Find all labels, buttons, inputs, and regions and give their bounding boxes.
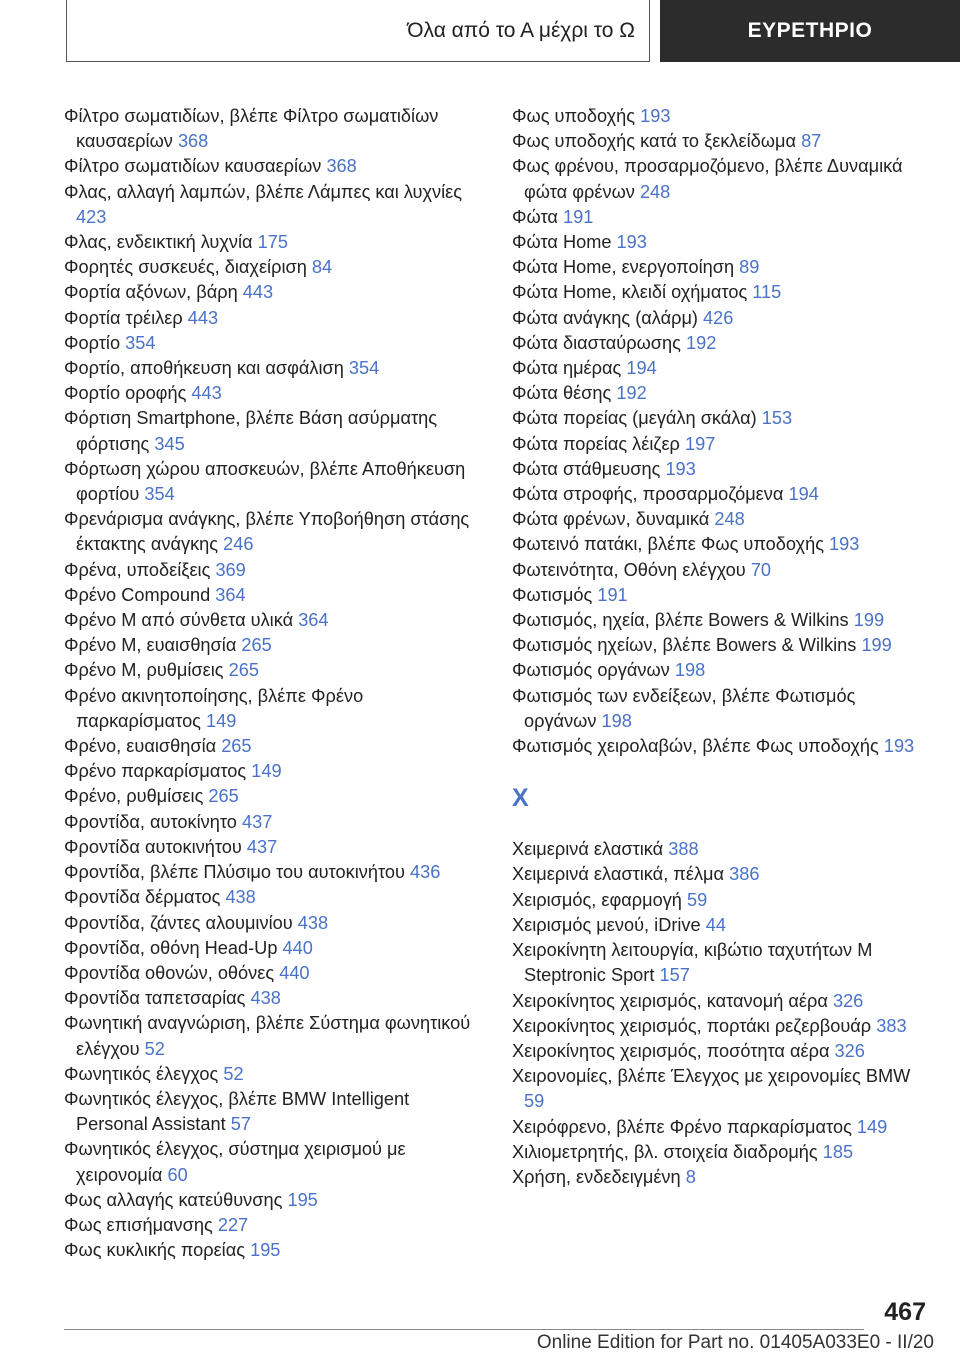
index-term: Φρένο, ρυθμίσεις: [64, 786, 204, 807]
index-term: Χειροκίνητος χειρισμός, ποσότητα αέρα: [512, 1040, 830, 1061]
page-reference-link[interactable]: 198: [674, 660, 706, 681]
page-reference-link[interactable]: 185: [822, 1141, 854, 1162]
index-term: Χειρονομίες, βλέπε Έλεγχος με χειρονομίες BMW: [512, 1066, 911, 1087]
index-entry: [512, 532, 932, 557]
index-entry: [64, 558, 484, 583]
index-entry: [64, 1062, 484, 1087]
index-entry: [64, 331, 484, 356]
page-reference-link[interactable]: 326: [832, 990, 864, 1011]
page-reference-link[interactable]: 383: [876, 1015, 907, 1036]
page-reference-link[interactable]: 149: [206, 710, 237, 731]
index-entry: [512, 1014, 932, 1039]
page-reference-link[interactable]: 193: [640, 106, 671, 126]
page-reference-link[interactable]: 193: [665, 458, 696, 479]
index-entry: [64, 784, 484, 809]
page-reference-link[interactable]: 438: [225, 887, 256, 908]
index-entry: [64, 835, 484, 860]
index-term: Φώτα ανάγκης (αλάρμ): [512, 307, 698, 328]
index-term: Φώτα στροφής, προσαρμοζόμενα: [512, 484, 784, 505]
page-reference-link[interactable]: 248: [714, 509, 745, 530]
page-reference-link[interactable]: 364: [215, 584, 246, 605]
index-entry: [512, 381, 932, 406]
index-entry: [64, 1137, 484, 1187]
page-reference-link[interactable]: 265: [228, 660, 259, 681]
page-reference-link[interactable]: 354: [348, 358, 380, 379]
page-reference-link[interactable]: 438: [297, 912, 329, 933]
index-entry: [64, 356, 484, 381]
index-term: Φωτεινότητα, Οθόνη ελέγχου: [512, 559, 746, 580]
page-reference-link[interactable]: 191: [597, 584, 628, 605]
page-reference-link[interactable]: 438: [250, 988, 281, 1009]
page-reference-link[interactable]: 195: [250, 1240, 281, 1261]
page-number: 467: [884, 1298, 926, 1326]
index-entry: [512, 684, 932, 734]
index-term: Χιλιομετρητής, βλ. στοιχεία διαδρομής: [512, 1141, 818, 1162]
page-reference-link[interactable]: 193: [829, 534, 860, 555]
index-term: Φωτισμός, ηχεία, βλέπε Bowers & Wilkins: [512, 610, 849, 631]
index-term: Χειρόφρενο, βλέπε Φρένο παρκαρίσματος: [512, 1116, 852, 1137]
index-entry: [64, 381, 484, 406]
index-term: Φροντίδα, ζάντες αλουμινίου: [64, 912, 293, 933]
page-reference-link[interactable]: 265: [221, 736, 252, 757]
index-term: Φώτα Home, ενεργοποίηση: [512, 257, 735, 278]
index-entry: [64, 911, 484, 936]
index-entry: [64, 734, 484, 759]
page-reference-link[interactable]: 193: [883, 736, 915, 757]
index-term: Φλας, ενδεικτική λυχνία: [64, 232, 253, 253]
index-term: Χειρισμός, εφαρμογή: [512, 889, 682, 910]
index-term: Φωτισμός ηχείων, βλέπε Bowers & Wilkins: [512, 635, 857, 656]
page-reference-link[interactable]: 192: [616, 383, 647, 404]
page-reference-link[interactable]: 191: [562, 206, 594, 227]
page-reference-link[interactable]: 443: [187, 307, 219, 328]
index-entry: [64, 1213, 484, 1238]
page-reference-link[interactable]: 443: [191, 383, 222, 404]
page-reference-link[interactable]: 57: [230, 1114, 251, 1135]
index-term: Χρήση, ενδεδειγμένη: [512, 1166, 681, 1187]
index-entry: [512, 989, 932, 1014]
page-reference-link[interactable]: 265: [208, 786, 239, 807]
page-reference-link[interactable]: 199: [853, 610, 885, 631]
page-reference-link[interactable]: 199: [861, 635, 892, 656]
index-entry: [512, 255, 932, 280]
index-entry: [64, 180, 484, 230]
index-term: Φωτισμός οργάνων: [512, 660, 670, 681]
index-entry: [512, 608, 932, 633]
page-reference-link[interactable]: 354: [125, 332, 156, 353]
index-term: Φροντίδα αυτοκινήτου: [64, 836, 242, 857]
index-entry: [64, 306, 484, 331]
index-term: Φώτα Home: [512, 232, 612, 253]
index-entry: [512, 583, 932, 608]
page-reference-link[interactable]: 386: [729, 864, 760, 885]
index-entry: [64, 936, 484, 961]
index-term: Φωτισμός χειρολαβών, βλέπε Φως υποδοχής: [512, 736, 879, 757]
index-term: Φορτία αξόνων, βάρη: [64, 282, 238, 303]
index-term: Φωτεινό πατάκι, βλέπε Φως υποδοχής: [512, 534, 824, 555]
page-reference-link[interactable]: 157: [659, 965, 690, 986]
index-term: Φορητές συσκευές, διαχείριση: [64, 257, 307, 278]
section-letter: Χ: [512, 784, 529, 813]
index-term: Φωνητική αναγνώριση, βλέπε Σύστημα φωνητικού ελέγχου: [64, 1013, 471, 1059]
index-entry: [512, 154, 932, 204]
index-term: Φρένο M, ευαισθησία: [64, 635, 237, 656]
index-term: Φως κυκλικής πορείας: [64, 1240, 246, 1261]
index-term: Φώτα πορείας λέιζερ: [512, 433, 680, 454]
page-reference-link[interactable]: 195: [287, 1189, 318, 1210]
page-reference-link[interactable]: 423: [76, 206, 107, 227]
page-reference-link[interactable]: 115: [752, 282, 782, 303]
index-entry: [512, 1039, 932, 1064]
page-reference-link[interactable]: 246: [223, 534, 254, 555]
index-term: Φως επισήμανσης: [64, 1214, 213, 1235]
page-reference-link[interactable]: 345: [154, 433, 185, 454]
index-term: Φως υποδοχής κατά το ξεκλείδωμα: [512, 131, 796, 152]
index-entry: [64, 230, 484, 255]
index-entry: [512, 129, 932, 154]
index-entry: [64, 457, 484, 507]
page-reference-link[interactable]: 437: [246, 836, 278, 857]
index-term: Φώτα πορείας (μεγάλη σκάλα): [512, 408, 757, 429]
index-entry: [64, 280, 484, 305]
page-reference-link[interactable]: 194: [788, 484, 819, 505]
index-entry: [512, 331, 932, 356]
page-reference-link[interactable]: 52: [223, 1063, 244, 1084]
index-entry: [512, 558, 932, 583]
index-entry: [64, 104, 484, 154]
index-term: Χειροκίνητη λειτουργία, κιβώτιο ταχυτήτων M Steptronic Sport: [512, 940, 873, 986]
index-entry: [512, 230, 932, 255]
index-entry: [64, 608, 484, 633]
index-term: Φώτα φρένων, δυναμικά: [512, 509, 710, 530]
index-term: Φροντίδα, βλέπε Πλύσιμο του αυτοκινήτου: [64, 862, 405, 883]
index-term: Φως φρένου, προσαρμοζόμενο, βλέπε Δυναμικά φώτα φρένων: [512, 156, 903, 202]
index-term: Φώτα διασταύρωσης: [512, 332, 681, 353]
index-entry: [512, 1140, 932, 1165]
page-reference-link[interactable]: 84: [311, 257, 333, 278]
index-entry: [512, 104, 932, 129]
index-term: Φόρτωση χώρου αποσκευών, βλέπε Αποθήκευση φορτίου: [64, 458, 466, 505]
page-reference-link[interactable]: 60: [167, 1164, 188, 1185]
index-entry: [64, 1087, 484, 1137]
index-entry: [512, 432, 932, 457]
index-entry: [64, 986, 484, 1011]
index-entry: [64, 810, 484, 835]
index-tab[interactable]: ΕΥΡΕΤΗΡΙΟ: [660, 0, 960, 62]
index-entry: [512, 1165, 932, 1190]
page-reference-link[interactable]: 194: [626, 358, 657, 379]
index-term: Χειμερινά ελαστικά, πέλμα: [512, 864, 725, 885]
index-term: Φρένο ακινητοποίησης, βλέπε Φρένο παρκαρίσματος: [64, 685, 364, 731]
index-term: Φροντίδα, αυτοκίνητο: [64, 811, 237, 832]
index-term: Φίλτρο σωματιδίων καυσαερίων: [64, 156, 322, 177]
page-reference-link[interactable]: 368: [177, 131, 209, 152]
page-reference-link[interactable]: 436: [410, 862, 441, 883]
index-term: Φωτισμός των ενδείξεων, βλέπε Φωτισμός οργάνων: [512, 685, 856, 731]
index-term: Φωνητικός έλεγχος: [64, 1063, 219, 1084]
index-entry: [512, 658, 932, 683]
page-reference-link[interactable]: 59: [686, 889, 708, 910]
index-entry: [512, 280, 932, 305]
index-entry: [512, 734, 932, 759]
index-entry: [512, 938, 932, 988]
index-entry: [512, 888, 932, 913]
index-entry: [64, 406, 484, 456]
index-entry: [64, 885, 484, 910]
index-entry: [512, 862, 932, 887]
index-entry: [64, 507, 484, 557]
index-term: Φροντίδα οθονών, οθόνες: [64, 962, 275, 983]
index-entry: [512, 633, 932, 658]
page-reference-link[interactable]: 354: [144, 484, 175, 505]
index-entry: [64, 1188, 484, 1213]
page-reference-link[interactable]: 192: [685, 332, 717, 353]
index-term: Φώτα Home, κλειδί οχήματος: [512, 282, 748, 303]
page-reference-link[interactable]: 8: [685, 1166, 696, 1187]
index-entry: [64, 860, 484, 885]
index-term: Φίλτρο σωματιδίων, βλέπε Φίλτρο σωματιδίων καυσαερίων: [64, 106, 439, 152]
page-reference-link[interactable]: 197: [684, 433, 716, 454]
page-reference-link[interactable]: 198: [601, 710, 632, 731]
index-term: Φόρτιση Smartphone, βλέπε Βάση ασύρματης φόρτισης: [64, 408, 438, 454]
page-reference-link[interactable]: 149: [251, 761, 282, 782]
index-term: Φροντίδα δέρματος: [64, 887, 221, 908]
index-term: Φορτίο οροφής: [64, 383, 187, 404]
page-reference-link[interactable]: 153: [761, 408, 793, 429]
index-entry: [64, 658, 484, 683]
page-reference-link[interactable]: 426: [703, 307, 734, 328]
index-term: Φρένο M από σύνθετα υλικά: [64, 610, 294, 631]
index-entry: [512, 482, 932, 507]
index-term: Φωτισμός: [512, 584, 593, 605]
index-entry: [64, 1011, 484, 1061]
index-column-right: [512, 104, 932, 1190]
footer-divider: [64, 1329, 864, 1330]
page-reference-link[interactable]: 265: [241, 635, 272, 656]
page-reference-link[interactable]: 87: [801, 131, 822, 152]
page-reference-link[interactable]: 440: [279, 962, 310, 983]
index-term: Φώτα: [512, 206, 558, 227]
index-entry: [64, 961, 484, 986]
index-term: Φωνητικός έλεγχος, βλέπε BMW Intelligent Personal Assistant: [64, 1088, 410, 1135]
index-entry: [512, 356, 932, 381]
page-reference-link[interactable]: 59: [524, 1091, 545, 1112]
index-term: Χειρισμός μενού, iDrive: [512, 914, 701, 935]
section-tab[interactable]: Όλα από το Α μέχρι το Ω: [66, 0, 650, 62]
index-term: Φρένο Compound: [64, 584, 211, 605]
index-entry: [512, 1115, 932, 1140]
index-column-left: [64, 104, 484, 1263]
page-reference-link[interactable]: 248: [639, 181, 671, 202]
index-term: Φρένο, ευαισθησία: [64, 736, 217, 757]
page-reference-link[interactable]: 52: [144, 1038, 165, 1059]
index-term: Φροντίδα ταπετσαρίας: [64, 988, 246, 1009]
page-reference-link[interactable]: 326: [834, 1040, 865, 1061]
index-term: Φώτα ημέρας: [512, 358, 622, 379]
index-entry: [512, 1064, 932, 1114]
index-term: Φως αλλαγής κατεύθυνσης: [64, 1189, 283, 1210]
index-term: Φρενάρισμα ανάγκης, βλέπε Υποβοήθηση στάσης έκτακτης ανάγκης: [64, 509, 470, 555]
index-group-chi: [512, 837, 932, 1190]
index-entry: [512, 837, 932, 862]
page-reference-link[interactable]: 175: [257, 232, 288, 253]
page-reference-link[interactable]: 437: [242, 811, 273, 832]
page-reference-link[interactable]: 368: [326, 156, 357, 177]
index-entry: [64, 1238, 484, 1263]
index-entry: [512, 913, 932, 938]
page-reference-link[interactable]: 388: [668, 839, 699, 860]
index-term: Φορτίο: [64, 332, 121, 353]
index-entry: [64, 154, 484, 179]
index-term: Φλας, αλλαγή λαμπών, βλέπε Λάμπες και λυχνίες: [64, 181, 463, 202]
index-term: Χειροκίνητος χειρισμός, κατανομή αέρα: [512, 990, 828, 1011]
index-term: Χειμερινά ελαστικά: [512, 839, 664, 860]
index-term: Φωνητικός έλεγχος, σύστημα χειρισμού με χειρονομία: [64, 1139, 406, 1185]
index-term: Φρένο παρκαρίσματος: [64, 761, 247, 782]
index-group-phi: [512, 104, 932, 759]
index-term: Χειροκίνητος χειρισμός, πορτάκι ρεζερβουάρ: [512, 1015, 872, 1036]
index-entry: [512, 406, 932, 431]
index-entry: [512, 507, 932, 532]
page-reference-link[interactable]: 440: [282, 937, 313, 958]
index-term: Φρένο M, ρυθμίσεις: [64, 660, 224, 681]
index-entry: [512, 457, 932, 482]
index-entry: [64, 759, 484, 784]
index-entry: [64, 255, 484, 280]
footer-edition: Online Edition for Part no. 01405A033E0 - II/20: [536, 1332, 934, 1353]
page-reference-link[interactable]: 89: [739, 257, 760, 278]
index-term: Φώτα θέσης: [512, 383, 612, 404]
page-reference-link[interactable]: 149: [856, 1116, 888, 1137]
index-entry: [64, 684, 484, 734]
index-entry: [64, 583, 484, 608]
page-header: [0, 0, 960, 66]
page-reference-link[interactable]: 70: [750, 559, 772, 580]
index-entry: [512, 306, 932, 331]
index-entry: [512, 205, 932, 230]
index-entry: [64, 633, 484, 658]
page-reference-link[interactable]: 443: [242, 282, 274, 303]
index-term: Φορτία τρέιλερ: [64, 307, 183, 328]
index-term: Φροντίδα, οθόνη Head-Up: [64, 937, 278, 958]
index-term: Φορτίο, αποθήκευση και ασφάλιση: [64, 358, 344, 379]
page-reference-link[interactable]: 369: [215, 559, 246, 580]
index-term: Φρένα, υποδείξεις: [64, 559, 211, 580]
index-term: Φως υποδοχής: [512, 106, 636, 126]
page-reference-link[interactable]: 193: [616, 232, 647, 253]
page-reference-link[interactable]: 44: [705, 914, 726, 935]
index-term: Φώτα στάθμευσης: [512, 458, 661, 479]
page-reference-link[interactable]: 364: [298, 610, 329, 631]
page-reference-link[interactable]: 227: [217, 1214, 249, 1235]
